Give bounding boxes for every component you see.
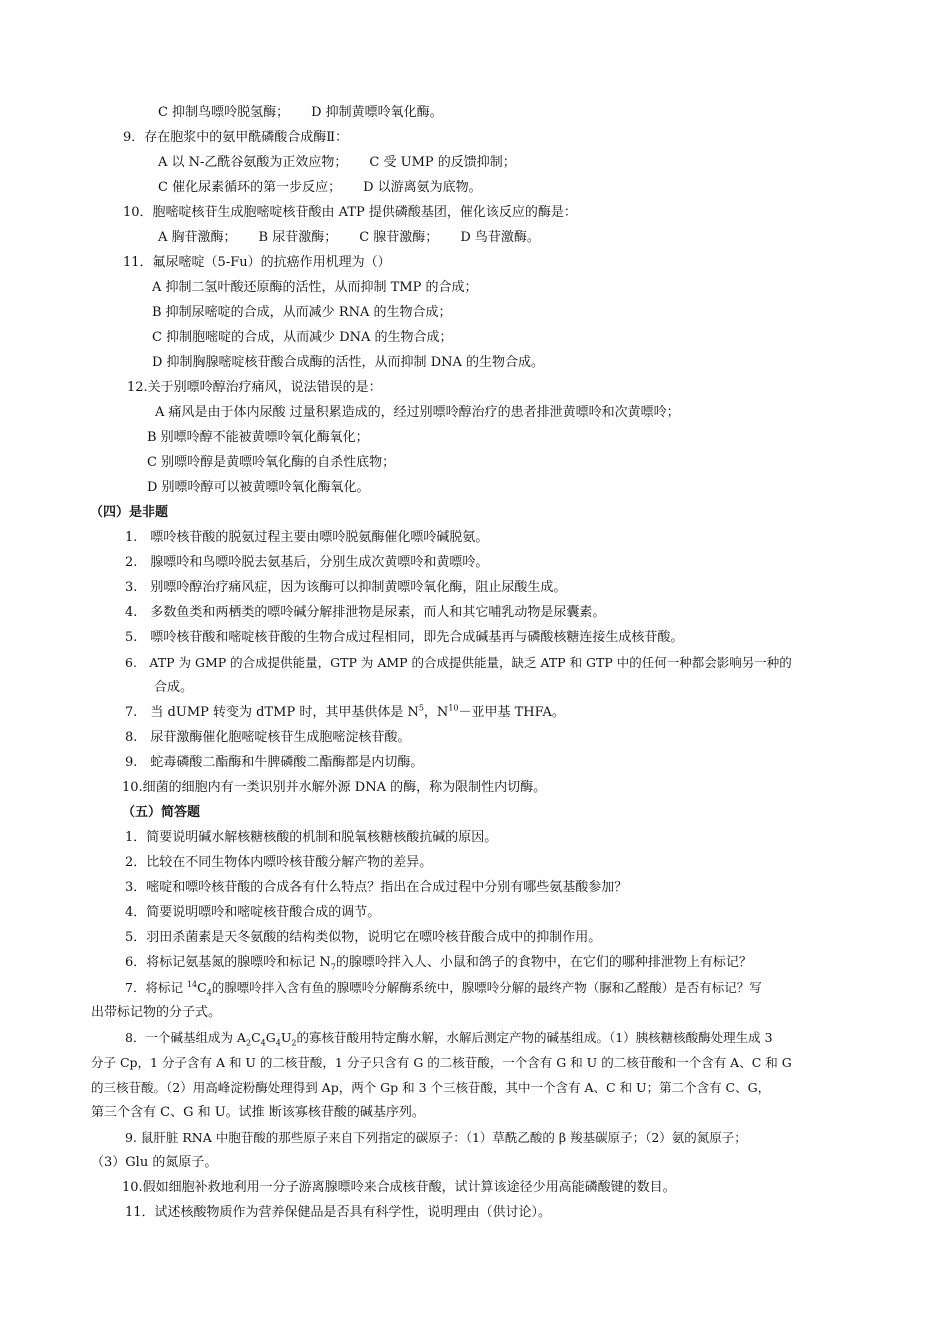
q9-option-d: D 以游离氨为底物。	[363, 180, 482, 195]
q11-option-d: D 抑制胸腺嘧啶核苷酸合成酶的活性，从而抑制 DNA 的生物合成。	[152, 355, 545, 370]
sa-item-9-cont: （3）Glu 的氮原子。	[91, 1155, 218, 1170]
sa-item-4: 4．简要说明嘌呤和嘧啶核苷酸合成的调节。	[125, 905, 381, 920]
q11-option-b: B 抑制尿嘧啶的合成，从而减少 RNA 的生物合成；	[152, 305, 452, 320]
sa-item-9: 9. 鼠肝脏 RNA 中胞苷酸的那些原子来自下列指定的碳原子：（1）草酰乙酸的 β 羧基碳原子；（2）氨的氮原子；	[125, 1130, 747, 1145]
q12-option-d: D 别嘌呤醇可以被黄嘌呤氧化酶氧化。	[147, 480, 370, 495]
q9-stem: 9．存在胞浆中的氨甲酰磷酸合成酶Ⅱ：	[123, 130, 349, 145]
sa-item-10: 10.假如细胞补救地利用一分子游离腺嘌呤来合成核苷酸，试计算该途径少用高能磷酸键的数目。	[122, 1180, 676, 1195]
q11-option-a: A 抑制二氢叶酸还原酶的活性，从而抑制 TMP 的合成；	[152, 280, 478, 295]
q9-option-c: C 受 UMP 的反馈抑制；	[369, 155, 516, 170]
sa-item-7: 7．将标记 $^{14}C_4$的腺嘌呤拌入含有鱼的腺嘌呤分解酶系统中，腺嘌呤分解的最终产物（脲和乙醛酸）是否有标记？写	[125, 979, 762, 998]
tf-item-10: 10.细菌的细胞内有一类识别并水解外源 DNA 的酶，称为限制性内切酶。	[122, 780, 547, 795]
q9-options-cd	[158, 175, 482, 200]
sa-item-5: 5．羽田杀菌素是天冬氨酸的结构类似物，说明它在嘌呤核苷酸合成中的抑制作用。	[125, 930, 602, 945]
q10-stem: 10．胞嘧啶核苷生成胞嘧啶核苷酸由 ATP 提供磷酸基团，催化该反应的酶是：	[123, 205, 577, 220]
sa-item-11: 11．试述核酸物质作为营养保健品是否具有科学性，说明理由（供讨论）。	[125, 1205, 552, 1220]
q9-options-ac	[158, 150, 516, 175]
q12-stem: 12.关于别嘌呤醇治疗痛风，说法错误的是：	[127, 380, 382, 395]
q9-option-c2: C 催化尿素循环的第一步反应；	[158, 180, 342, 195]
sa-item-7-cont: 出带标记物的分子式。	[91, 1005, 222, 1020]
tf-item-2: 2. 腺嘌呤和鸟嘌呤脱去氨基后，分别生成次黄嘌呤和黄嘌呤。	[125, 555, 489, 570]
tf-item-6: 6. ATP 为 GMP 的合成提供能量，GTP 为 AMP 的合成提供能量，缺乏 ATP 和 GTP 中的任何一种都会影响另一种的	[125, 655, 792, 670]
tf-item-9: 9. 蛇毒磷酸二酯酶和牛脾磷酸二酯酶都是内切酶。	[125, 755, 424, 770]
sa-item-8-line4: 第三个含有 C、G 和 U。试推 断该寡核苷酸的碱基序列。	[91, 1105, 425, 1120]
tf-item-5: 5. 嘌呤核苷酸和嘧啶核苷酸的生物合成过程相同，即先合成碱基再与磷酸核糖连接生成核苷酸。	[125, 630, 684, 645]
tf-item-3: 3. 别嘌呤醇治疗痛风症，因为该酶可以抑制黄嘌呤氧化酶，阻止尿酸生成。	[125, 580, 567, 595]
q10-option-d: D 鸟苷激酶。	[460, 230, 540, 245]
q10-option-a: A 胸苷激酶；	[158, 230, 237, 245]
q10-option-b: B 尿苷激酶；	[258, 230, 338, 245]
sa-item-1: 1．简要说明碱水解核糖核酸的机制和脱氧核糖核酸抗碱的原因。	[125, 830, 498, 845]
tf-item-8: 8. 尿苷激酶催化胞嘧啶核苷生成胞嘧淀核苷酸。	[125, 730, 411, 745]
q12-option-b: B 别嘌呤醇不能被黄嘌呤氧化酶氧化；	[147, 430, 369, 445]
q12-option-c: C 别嘌呤醇是黄嘌呤氧化酶的自杀性底物；	[147, 455, 396, 470]
tf-item-7: 7. 当 dUMP 转变为 dTMP 时，其甲基供体是 $N^5$，$N^{10}-$亚甲基 THFA。	[125, 703, 565, 720]
sa-item-8-line3: 的三核苷酸。（2）用高峰淀粉酶处理得到 Ap，两个 Gp 和 3 个三核苷酸，其中一个含有 A、C 和 U；第二个含有 C、G，	[91, 1080, 771, 1095]
section-heading-true-false: （四）是非题	[90, 505, 169, 520]
q8-option-c: C 抑制鸟嘌呤脱氢酶；	[158, 105, 290, 120]
q10-option-c: C 腺苷激酶；	[359, 230, 439, 245]
q11-option-c: C 抑制胞嘧啶的合成，从而减少 DNA 的生物合成；	[152, 330, 453, 345]
sa-item-6: 6．将标记氨基氮的腺嘌呤和标记 $N_7$的腺嘌呤拌入人、小鼠和鸽子的食物中，在它们的哪种排泄物上有标记？	[125, 955, 752, 972]
tf-item-4: 4. 多数鱼类和两栖类的嘌呤碱分解排泄物是尿素，而人和其它哺乳动物是尿囊素。	[125, 605, 606, 620]
q8-option-d: D 抑制黄嘌呤氧化酶。	[311, 105, 443, 120]
q12-option-a: A 痛风是由于体内尿酸 过量积累造成的，经过别嘌呤醇治疗的患者排泄黄嘌呤和次黄嘌呤；	[155, 405, 680, 420]
q9-option-a: A 以 N-乙酰谷氨酸为正效应物；	[158, 155, 348, 170]
tf-item-1: 1. 嘌呤核苷酸的脱氨过程主要由嘌呤脱氨酶催化嘌呤碱脱氨。	[125, 530, 489, 545]
sa-item-2: 2．比较在不同生物体内嘌呤核苷酸分解产物的差异。	[125, 855, 433, 870]
sa-item-3: 3．嘧啶和嘌呤核苷酸的合成各有什么特点？指出在合成过程中分别有哪些氨基酸参加？	[125, 880, 628, 895]
sa-item-8-line2: 分子 Cp，1 分子含有 A 和 U 的二核苷酸，1 分子只含有 G 的二核苷酸，一个含有 G 和 U 的二核苷酸和一个含有 A、C 和 G	[91, 1055, 792, 1070]
q8-options-cd	[158, 100, 443, 125]
tf-item-6-cont: 合成。	[154, 680, 194, 695]
q11-stem: 11．氟尿嘧啶（5-Fu）的抗癌作用机理为（）	[123, 255, 391, 270]
q10-options	[158, 225, 540, 250]
sa-item-8: 8．一个碱基组成为 $A_2C_4G_4U_2$的寡核苷酸用特定酶水解，水解后测定产物的碱基组成。（1）胰核糖核酸酶处理生成 3	[125, 1030, 773, 1048]
section-heading-short-answer: （五）简答题	[122, 805, 201, 820]
